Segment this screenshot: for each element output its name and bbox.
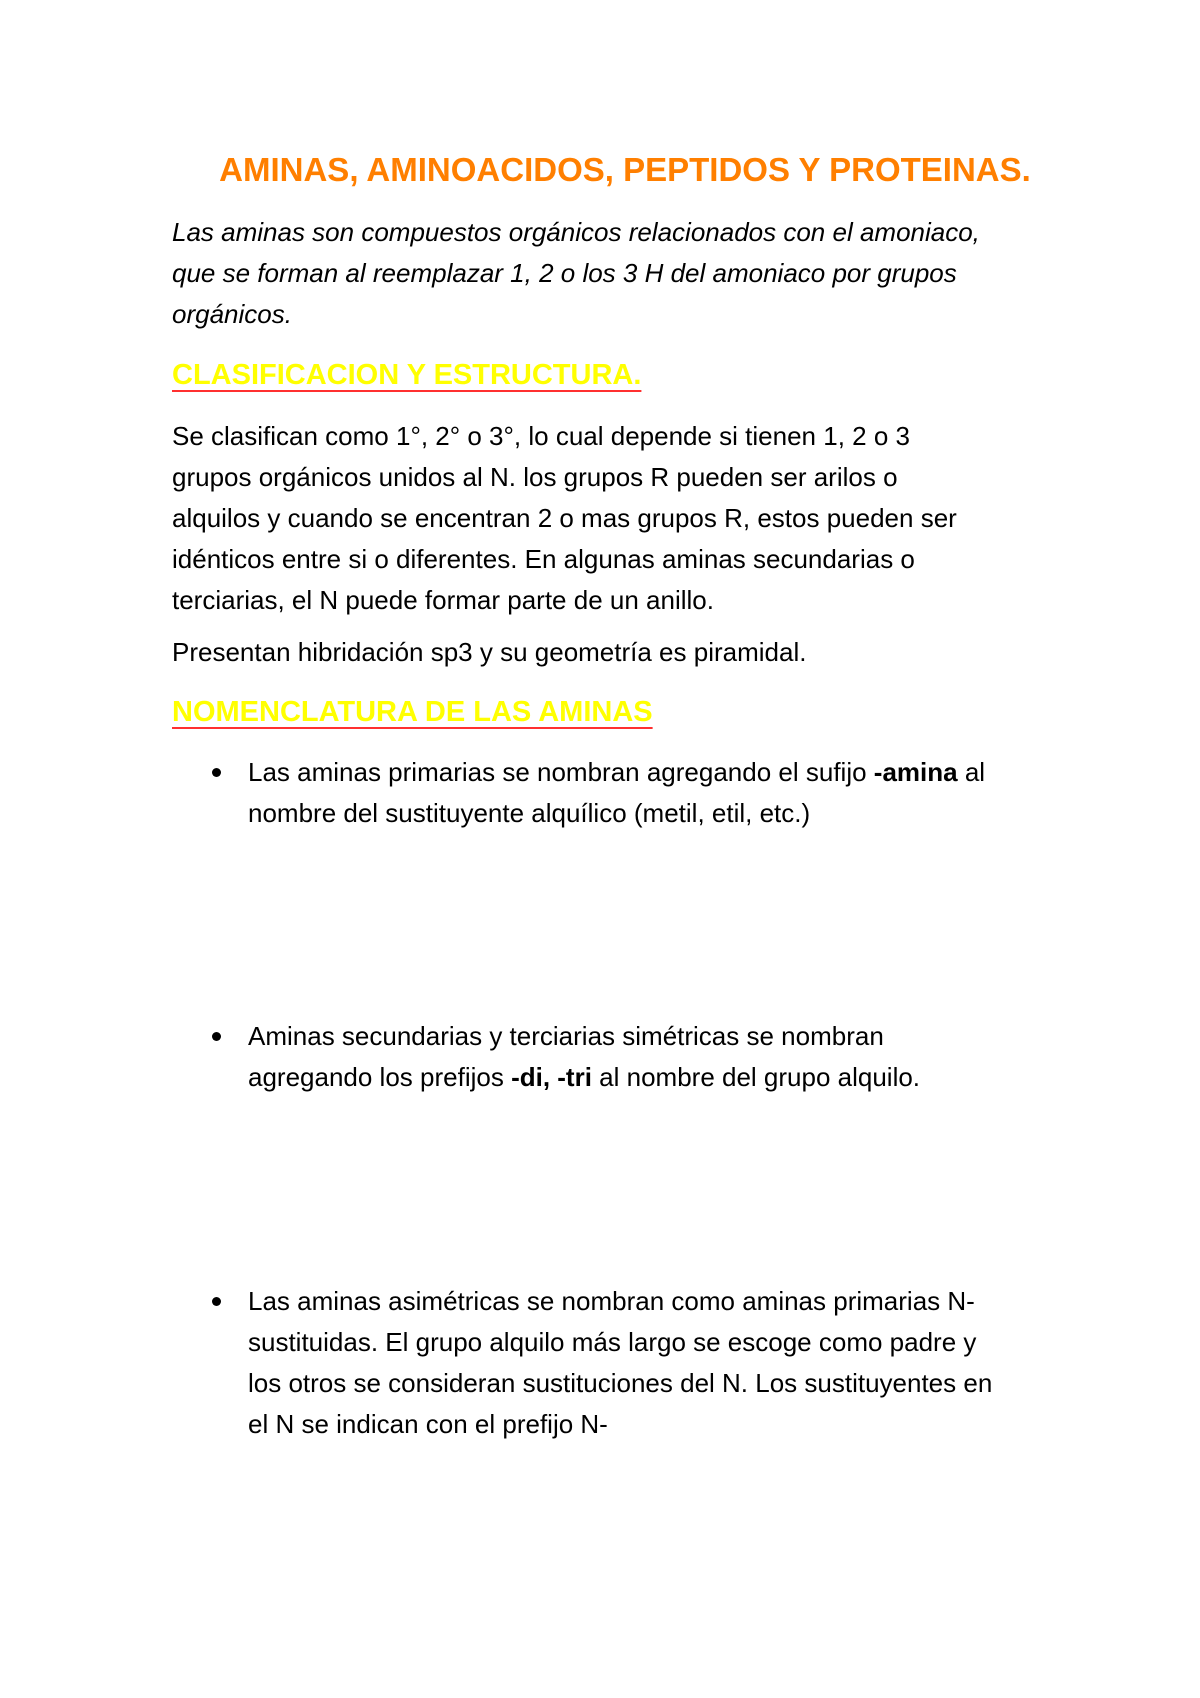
section-heading-nomenclatura: NOMENCLATURA DE LAS AMINAS <box>172 696 653 728</box>
list-item-line: Aminas secundarias y terciarias simétricas se nombran <box>248 1021 884 1051</box>
document-title: AMINAS, AMINOACIDOS, PEPTIDOS Y PROTEINAS. <box>219 151 1031 188</box>
bullet-icon <box>212 1297 221 1306</box>
paragraph-line: alquilos y cuando se encentran 2 o mas grupos R, estos pueden ser <box>172 503 957 533</box>
list-item-line: los otros se consideran sustituciones del N. Los sustituyentes en <box>248 1368 993 1398</box>
section-heading-clasificacion: CLASIFICACION Y ESTRUCTURA. <box>172 359 642 391</box>
bold-text-run: -di, -tri <box>511 1062 592 1092</box>
paragraph-line: Se clasifican como 1°, 2° o 3°, lo cual depende si tienen 1, 2 o 3 <box>172 421 910 451</box>
list-item-line <box>248 1057 920 1098</box>
hibridacion-paragraph <box>172 632 1052 673</box>
list-item-text <box>248 1016 920 1098</box>
list-item-line <box>248 752 985 793</box>
text-run: al <box>957 757 986 787</box>
text-run: agregando los prefijos <box>248 1062 512 1092</box>
clasificacion-paragraph <box>172 416 1052 621</box>
intro-line: Las aminas son compuestos orgánicos relacionados con el amoniaco, <box>172 217 980 247</box>
list-item-line: sustituidas. El grupo alquilo más largo se escoge como padre y <box>248 1327 977 1357</box>
text-run: al nombre del grupo alquilo. <box>591 1062 921 1092</box>
list-item-text <box>248 1281 992 1445</box>
bullet-icon <box>212 768 221 777</box>
bullet-icon <box>212 1032 221 1041</box>
list-item-line: nombre del sustituyente alquílico (metil, etil, etc.) <box>248 798 811 828</box>
paragraph-line: idénticos entre si o diferentes. En algunas aminas secundarias o <box>172 544 915 574</box>
list-item-line: Las aminas asimétricas se nombran como aminas primarias N- <box>248 1286 975 1316</box>
bold-text-run: -amina <box>873 757 958 787</box>
paragraph-line: terciarias, el N puede formar parte de un anillo. <box>172 585 714 615</box>
list-item-text <box>248 752 985 834</box>
paragraph-line: Presentan hibridación sp3 y su geometría es piramidal. <box>172 637 807 667</box>
list-item-line: el N se indican con el prefijo N- <box>248 1409 608 1439</box>
intro-paragraph <box>172 212 1052 335</box>
text-run: Las aminas primarias se nombran agregando el sufijo <box>248 757 874 787</box>
intro-line: orgánicos. <box>172 299 292 329</box>
intro-line: que se forman al reemplazar 1, 2 o los 3 H del amoniaco por grupos <box>172 258 957 288</box>
paragraph-line: grupos orgánicos unidos al N. los grupos R pueden ser arilos o <box>172 462 898 492</box>
